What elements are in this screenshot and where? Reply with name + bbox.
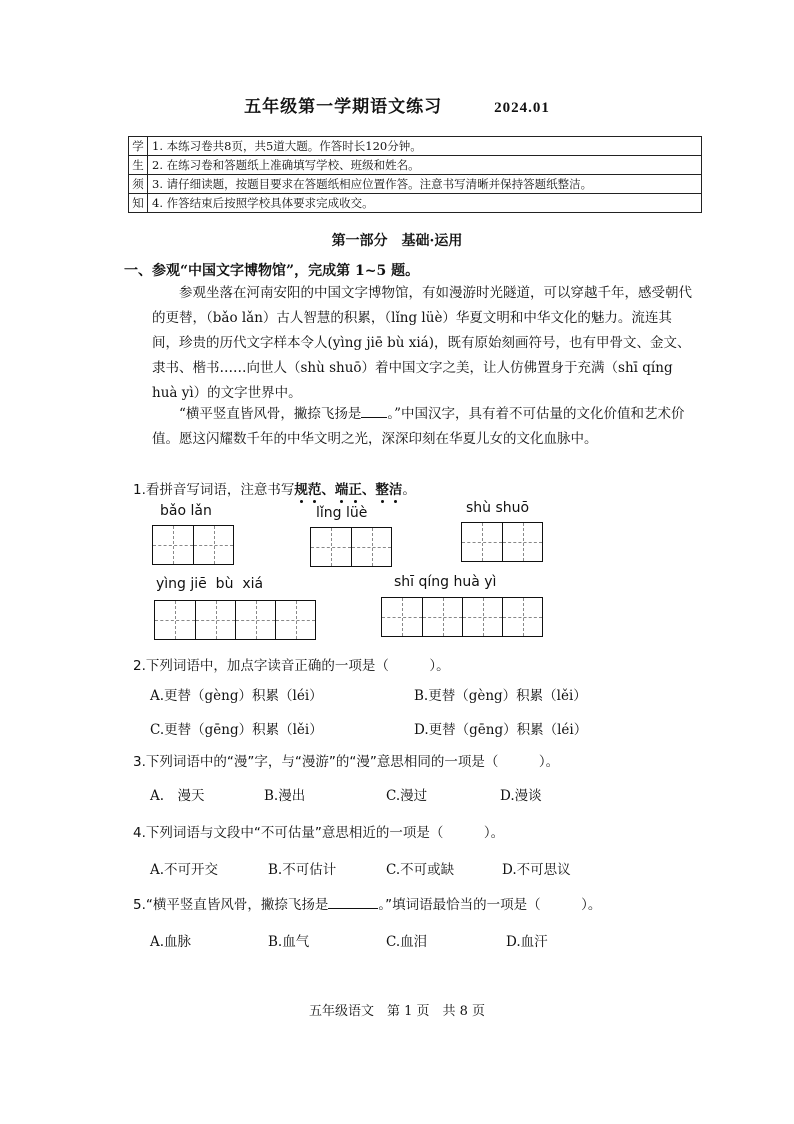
q4-option-d[interactable]: D.不可思议 — [502, 862, 571, 878]
writing-grid[interactable] — [381, 597, 543, 637]
notice-line: 1. 本练习卷共8页，共5道大题。作答时长120分钟。 — [148, 137, 702, 156]
grid-cell[interactable] — [235, 601, 275, 639]
q5-text-start: 5.“横平竖直皆风骨，撇捺飞扬是 — [133, 897, 329, 913]
grid-cell[interactable] — [275, 601, 315, 639]
passage-p2-end: 。”中国汉字，具有着不可估量的文化价值和艺术价值。愿这闪耀数千年的中华文明之光，深深印刻在华夏儿女的文化血脉中。 — [152, 406, 685, 447]
q1-text: 1.看拼音写词语，注意书写 — [133, 482, 295, 498]
pinyin-label: shī qíng huà yì — [394, 574, 497, 590]
grid-cell[interactable] — [462, 523, 502, 561]
notice-side-char: 生 — [129, 156, 148, 175]
section-heading: 第一部分 基础·运用 — [331, 233, 463, 249]
notice-line: 4. 作答结束后按照学校具体要求完成收交。 — [148, 194, 702, 213]
passage-blank — [361, 405, 387, 418]
grid-cell[interactable] — [462, 598, 502, 636]
q5-option-b[interactable]: B.血气 — [268, 934, 310, 950]
grid-cell[interactable] — [422, 598, 462, 636]
pinyin-label: lǐng lüè — [316, 505, 368, 521]
q5-blank — [328, 896, 378, 909]
q1-emph-char: 整 — [375, 482, 389, 498]
q2-option-b[interactable]: B.更替（gèng）积累（lěi） — [414, 688, 587, 704]
grid-cell[interactable] — [193, 526, 233, 564]
q1-text-end: 。 — [402, 482, 416, 498]
q1-emph-char: 规 — [294, 482, 308, 498]
q1-emph-char: 正 — [348, 482, 362, 498]
q4-option-a[interactable]: A.不可开交 — [150, 862, 219, 878]
q4-option-c[interactable]: C.不可或缺 — [386, 862, 455, 878]
exam-title: 五年级第一学期语文练习 — [244, 97, 443, 117]
q5-option-d[interactable]: D.血汗 — [506, 934, 548, 950]
q3-option-c[interactable]: C.漫过 — [386, 788, 428, 804]
grid-cell[interactable] — [502, 523, 542, 561]
notice-line: 2. 在练习卷和答题纸上准确填写学校、班级和姓名。 — [148, 156, 702, 175]
pinyin-label: bǎo lǎn — [160, 503, 212, 519]
notice-side-char: 学 — [129, 137, 148, 156]
pinyin-label: yìng jiē bù xiá — [156, 576, 264, 592]
q2-option-d[interactable]: D.更替（gēng）积累（léi） — [414, 722, 588, 738]
exam-date: 2024.01 — [494, 100, 550, 116]
q1-prompt — [133, 478, 416, 498]
q5-option-c[interactable]: C.血泪 — [386, 934, 428, 950]
passage-paragraph-2 — [152, 402, 692, 452]
writing-grid[interactable] — [152, 525, 234, 565]
q3-prompt: 3.下列词语中的“漫”字，与“漫游”的“漫”意思相同的一项是（ ）。 — [133, 754, 560, 770]
notice-side-char: 须 — [129, 175, 148, 194]
writing-grid[interactable] — [310, 527, 392, 567]
page-title — [0, 92, 794, 117]
q1-emph-char: 端 — [334, 482, 349, 498]
grid-cell[interactable] — [351, 528, 391, 566]
grid-cell[interactable] — [195, 601, 235, 639]
q3-option-b[interactable]: B.漫出 — [264, 788, 306, 804]
grid-cell[interactable] — [311, 528, 351, 566]
q2-option-c[interactable]: C.更替（gēng）积累（lěi） — [150, 722, 323, 738]
passage-p2-start: “横平竖直皆风骨，撇捺飞扬是 — [179, 406, 362, 422]
grid-cell[interactable] — [155, 601, 195, 639]
q2-prompt: 2.下列词语中，加点字读音正确的一项是（ ）。 — [133, 658, 450, 674]
q4-prompt: 4.下列词语与文段中“不可估量”意思相近的一项是（ ）。 — [133, 825, 505, 841]
page-footer: 五年级语文 第 1 页 共 8 页 — [308, 1004, 486, 1019]
grid-cell[interactable] — [382, 598, 422, 636]
question-intro: 一、参观“中国文字博物馆”，完成第 1~5 题。 — [124, 263, 420, 279]
q1-emph-char: 、 — [361, 482, 376, 498]
q5-option-a[interactable]: A.血脉 — [150, 934, 192, 950]
notice-line: 3. 请仔细读题，按题目要求在答题纸相应位置作答。注意书写清晰并保持答题纸整洁。 — [148, 175, 702, 194]
writing-grid[interactable] — [461, 522, 543, 562]
q5-text-end: 。”填词语最恰当的一项是（ ）。 — [378, 897, 602, 913]
passage-paragraph-1: 参观坐落在河南安阳的中国文字博物馆，有如漫游时光隧道，可以穿越千年，感受朝代的更替，（bǎo lǎn）古人智慧的积累，（lǐng lüè）华夏文明和中华文化的魅力。流连其间，珍贵的历代文字样本令人(yìng jiē bù xiá)，既有原始刻画符号，也有甲骨文、金文、隶书、楷书……向世人（shù shuō）着中国文字之美，让人仿佛置身于充满（shī qíng huà yì）的文字世界中。 — [152, 285, 692, 401]
notice-side-char: 知 — [129, 194, 148, 213]
q2-option-a[interactable]: A.更替（gèng）积累（léi） — [150, 688, 323, 704]
q3-option-a[interactable]: A. 漫天 — [150, 788, 205, 804]
pinyin-label: shù shuō — [466, 500, 530, 516]
notice-box — [128, 136, 702, 213]
writing-grid[interactable] — [154, 600, 316, 640]
grid-cell[interactable] — [502, 598, 542, 636]
q1-emph-char: 范 — [307, 482, 322, 498]
q1-emph-char: 洁 — [388, 482, 403, 498]
q4-option-b[interactable]: B.不可估计 — [268, 862, 337, 878]
q1-emph-char: 、 — [321, 482, 335, 498]
grid-cell[interactable] — [153, 526, 193, 564]
q5-prompt — [133, 893, 601, 913]
q3-option-d[interactable]: D.漫谈 — [500, 788, 542, 804]
